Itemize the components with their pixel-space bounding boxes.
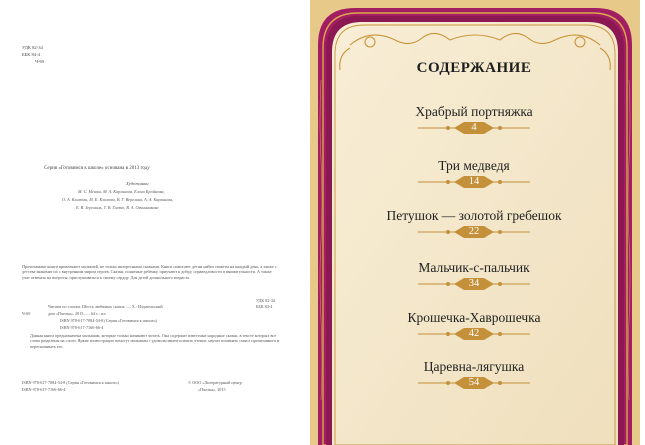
udk-code-2: УДК 82-34: [256, 298, 276, 303]
page-number: 22: [468, 226, 480, 237]
toc-entry-title: Храбрый портняжка: [415, 104, 533, 119]
toc-entry[interactable]: [310, 158, 638, 194]
book-publisher: дом «Пчелка», 2015. — 64 с.: ил.: [48, 311, 107, 316]
isbn-line: ISBN 978-617-7166-66-4: [60, 325, 104, 330]
toc-entry-title: Крошечка-Хаврошечка: [407, 310, 541, 325]
annotation-paragraph: Данная книга предназначена малышам, которые только начинают читать. Она содержит известные народные сказки, в тексте которых все слова разделены на слоги. Яркие иллюстрации помогут малышам с удовольствием освоить чтение, научат понимать смысл прочитанного и пересказывать его.: [30, 333, 280, 349]
bbk-code: ББК 84-4: [22, 52, 40, 57]
page-number: 54: [468, 377, 480, 388]
toc-entry[interactable]: [310, 260, 638, 296]
toc-entry[interactable]: [310, 104, 638, 140]
page-badge: [414, 376, 534, 390]
page-number: 14: [468, 176, 480, 187]
imprint-page: [0, 0, 310, 445]
toc-entry[interactable]: [310, 359, 638, 395]
toc-entry[interactable]: [310, 208, 638, 244]
page-badge: [414, 277, 534, 291]
udk-code: УДК 82-34: [22, 45, 43, 50]
intro-paragraph: Прочитанные книги привлекают малышей, не только интересными сказками. Книги помогают детям найти сюжеты на каждый день, а также с детства знакомят их с внутренним миром героев. Сказки, понятные ребёнку, приучают к добру, справедливости и внимательности. А также учат отвечать на вопросы, прислушиваться к своему сердцу. Для детей дошкольного возраста.: [22, 264, 277, 280]
series-line: Серия «Готовимся к школе» основана в 2013 году: [44, 166, 150, 171]
page-number: 34: [468, 278, 480, 289]
bbk-code-2: ББК 84-4: [256, 304, 273, 309]
artists-line: М. С. Мешки, М. А. Карлинова, Елена Кроймова,: [78, 189, 165, 194]
toc-entry-title: Царевна-лягушка: [423, 359, 525, 374]
bottom-isbn-line: ISBN 978-617-7166-66-4: [22, 387, 66, 392]
toc-entry-title: Петушок — золотой гребешок: [386, 208, 562, 223]
page-number: 4: [471, 122, 477, 133]
page-number: 42: [468, 328, 480, 339]
page-badge: [414, 175, 534, 189]
book-title: Читаем по слогам. Шесть любимых сказок. — Х.: Издательский: [48, 304, 163, 309]
copyright-line: «Пчелка», 2015: [198, 387, 226, 392]
page-badge: [414, 327, 534, 341]
contents-title: СОДЕРЖАНИЕ: [416, 60, 532, 76]
artists-heading: Художники: [126, 181, 149, 186]
artists-line: Е. В. Зеремаль, Т. В. Глазко, В. А. Овчинникова: [76, 205, 159, 210]
author-code: Ч-69: [35, 59, 45, 64]
toc-entry-title: Мальчик-с-пальчик: [418, 260, 530, 275]
page-badge: [414, 225, 534, 239]
toc-entry[interactable]: [310, 310, 638, 346]
bottom-isbn-line: ISBN 978-617-7084-54-8 (Серия «Готовимся к школе»): [22, 380, 120, 385]
toc-entry-title: Три медведя: [438, 158, 510, 173]
artists-line: О. А. Климова, М. Е. Климова, В. Г. Верелина, А. А. Карлинова,: [62, 197, 174, 202]
contents-page: [310, 0, 645, 445]
isbn-line: ISBN 978-617-7084-54-8 (Серия «Готовимся к школе»): [60, 318, 158, 323]
copyright-line: © ООО «Литературный центр: [188, 380, 242, 385]
page-badge: [414, 121, 534, 135]
book-code: Ч-69: [22, 311, 31, 316]
